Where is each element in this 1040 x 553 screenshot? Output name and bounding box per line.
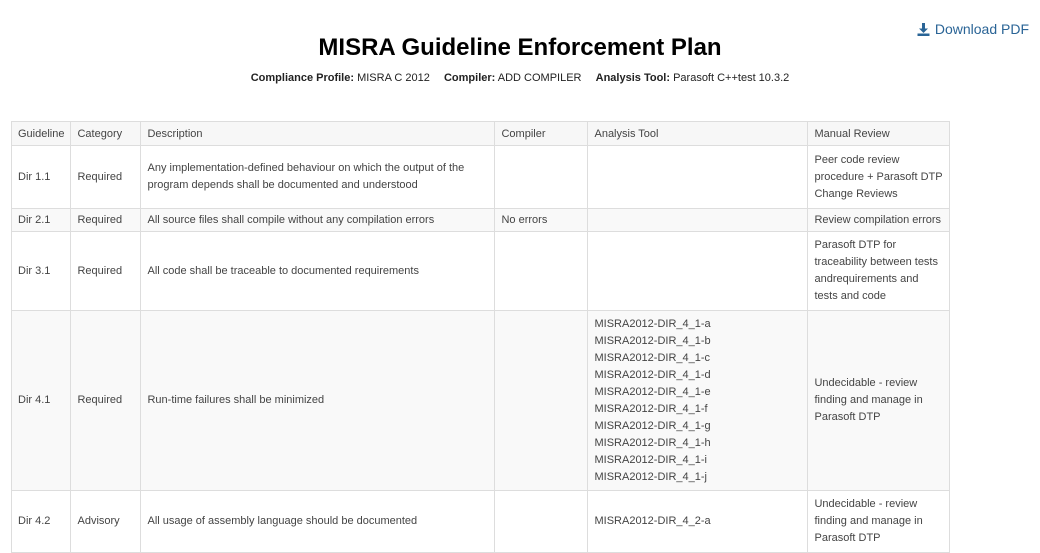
description-cell: All code shall be traceable to documented requirements [141, 232, 495, 311]
category-cell: Required [71, 146, 141, 209]
table-row [12, 311, 950, 491]
analysis-rule-item: MISRA2012-DIR_4_1-f [594, 402, 708, 415]
analysis-rule-item: MISRA2012-DIR_4_1-d [594, 368, 711, 381]
column-header-manual-review: Manual Review [808, 122, 950, 146]
manual-review-cell: Review compilation errors [808, 209, 950, 232]
column-header-description: Description [141, 122, 495, 146]
analysis-tool-cell [588, 491, 808, 553]
table-row [12, 209, 950, 232]
description-cell: Any implementation-defined behaviour on which the output of the program depends shall be documented and understood [141, 146, 495, 209]
compiler-label: Compiler: [443, 72, 496, 84]
guideline-cell: Dir 1.1 [12, 146, 71, 209]
compiler-cell: No errors [495, 209, 588, 232]
page-title: MISRA Guideline Enforcement Plan [318, 34, 722, 61]
download-pdf-label: Download PDF [934, 21, 1029, 37]
analysis-rule-item: MISRA2012-DIR_4_1-i [594, 453, 707, 466]
analysis-rule-item: MISRA2012-DIR_4_1-g [594, 419, 711, 432]
column-header-category: Category [71, 122, 141, 146]
compiler-value: ADD COMPILER [497, 72, 582, 84]
guideline-table [11, 121, 950, 553]
analysis-rule-item: MISRA2012-DIR_4_1-e [594, 385, 711, 398]
analysis-rule-item: MISRA2012-DIR_4_1-j [594, 470, 707, 483]
manual-review-cell: Undecidable - review finding and manage in Parasoft DTP [808, 311, 950, 491]
category-cell: Required [71, 232, 141, 311]
analysis-rule-item: MISRA2012-DIR_4_1-b [594, 334, 711, 347]
category-cell: Required [71, 209, 141, 232]
compiler-cell [495, 491, 588, 553]
analysis-rule-item: MISRA2012-DIR_4_1-c [594, 351, 711, 364]
table-row [12, 146, 950, 209]
analysis-rule-item: MISRA2012-DIR_4_2-a [594, 515, 711, 527]
analysis-tool-cell [588, 146, 808, 209]
guideline-table-container [11, 121, 950, 553]
compiler-cell [495, 311, 588, 491]
compiler-cell [495, 232, 588, 311]
analysis-tool-value: Parasoft C++test 10.3.2 [673, 72, 790, 84]
compliance-profile-label: Compliance Profile: [250, 72, 355, 84]
manual-review-cell: Undecidable - review finding and manage in Parasoft DTP [808, 491, 950, 553]
category-cell: Advisory [71, 491, 141, 553]
guideline-cell: Dir 4.2 [12, 491, 71, 553]
table-row [12, 232, 950, 311]
analysis-tool-cell [588, 232, 808, 311]
guideline-cell: Dir 2.1 [12, 209, 71, 232]
table-row [12, 491, 950, 553]
compiler-cell [495, 146, 588, 209]
manual-review-cell: Parasoft DTP for traceability between tests andrequirements and tests and code [808, 232, 950, 311]
guideline-cell: Dir 4.1 [12, 311, 71, 491]
manual-review-cell: Peer code review procedure + Parasoft DTP Change Reviews [808, 146, 950, 209]
analysis-tool-cell [588, 209, 808, 232]
category-cell: Required [71, 311, 141, 491]
column-header-analysis-tool: Analysis Tool [588, 122, 808, 146]
table-header-row [12, 122, 950, 146]
guideline-cell: Dir 3.1 [12, 232, 71, 311]
profile-summary [0, 72, 1040, 84]
analysis-rule-item: MISRA2012-DIR_4_1-h [594, 436, 711, 449]
compliance-profile-value: MISRA C 2012 [357, 72, 430, 84]
description-cell: Run-time failures shall be minimized [141, 311, 495, 491]
analysis-rule-item: MISRA2012-DIR_4_1-a [594, 317, 711, 330]
column-header-guideline: Guideline [12, 122, 71, 146]
description-cell: All usage of assembly language should be documented [141, 491, 495, 553]
description-cell: All source files shall compile without any compilation errors [141, 209, 495, 232]
analysis-tool-cell [588, 311, 808, 491]
column-header-compiler: Compiler [495, 122, 588, 146]
analysis-tool-label: Analysis Tool: [595, 72, 671, 84]
